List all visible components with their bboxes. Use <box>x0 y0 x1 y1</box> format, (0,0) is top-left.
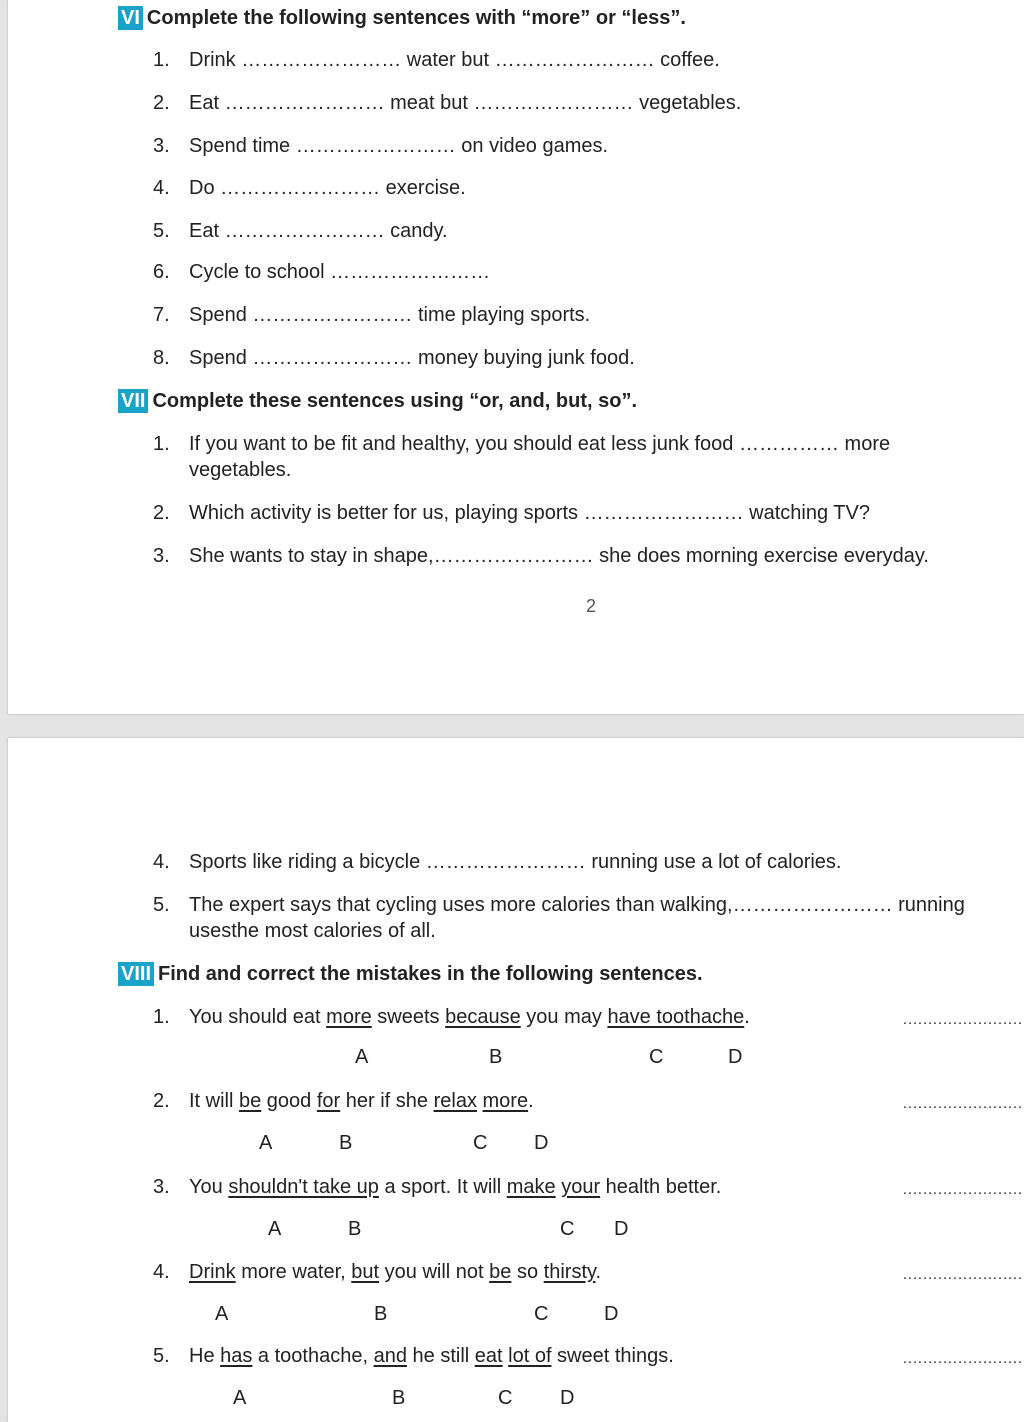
underlined-option-b: but <box>351 1261 380 1283</box>
answer-blank[interactable]: …………………… <box>902 1095 1022 1112</box>
underlined-option-ab: shouldn't take up <box>228 1176 379 1198</box>
underlined-option-c: make <box>506 1176 556 1198</box>
option-letter-c: C <box>534 1303 549 1325</box>
item-number: 3. <box>153 1176 170 1198</box>
option-letter-d: D <box>604 1303 619 1325</box>
item-text: Cycle to school …………………… <box>189 261 491 283</box>
option-letter-a: A <box>259 1132 273 1154</box>
section-6-heading <box>118 6 686 30</box>
item-text <box>189 1089 534 1113</box>
underlined-option-a: more <box>326 1006 372 1028</box>
item-text: Eat …………………… candy. <box>189 220 448 242</box>
page-number: 2 <box>586 596 597 616</box>
answer-blank[interactable]: …………………… <box>902 1011 1022 1028</box>
underlined-option-d: your <box>561 1176 601 1198</box>
option-letter-c: C <box>473 1132 488 1154</box>
text-segment: her if she <box>340 1090 434 1112</box>
item-number: 1. <box>153 1006 170 1028</box>
underlined-option-d: lot of <box>508 1345 552 1367</box>
section-6-title: Complete the following sentences with “more” or “less”. <box>146 7 686 29</box>
underlined-option-a: has <box>220 1345 253 1367</box>
text-segment: You should eat <box>189 1006 327 1028</box>
item-text: Spend time …………………… on video games. <box>189 135 609 157</box>
underlined-option-a: Drink <box>189 1261 236 1283</box>
underlined-option-b: because <box>445 1006 521 1028</box>
option-letter-b: B <box>339 1132 353 1154</box>
item-number: 1. <box>153 433 170 455</box>
underlined-option-b: and <box>373 1345 407 1367</box>
option-letter-c: C <box>560 1218 575 1240</box>
item-text <box>189 1005 750 1029</box>
text-segment: so <box>511 1261 544 1283</box>
item-text: The expert says that cycling uses more calories than walking,…………………… running <box>189 894 965 916</box>
underlined-option-c: relax <box>433 1090 477 1112</box>
item-text: Spend …………………… money buying junk food. <box>189 347 635 369</box>
section-8-badge: VIII <box>118 962 154 986</box>
answer-blank[interactable]: …………………… <box>902 1266 1022 1283</box>
section-7-title: Complete these sentences using “or, and, but, so”. <box>152 390 637 412</box>
item-number: 3. <box>153 135 170 157</box>
section-7-heading <box>118 389 637 413</box>
text-segment: a toothache, <box>252 1345 374 1367</box>
item-text: Eat …………………… meat but …………………… vegetables. <box>189 92 742 114</box>
item-number: 3. <box>153 545 170 567</box>
section-8-title: Find and correct the mistakes in the following sentences. <box>158 963 703 985</box>
answer-blank[interactable]: …………………… <box>902 1181 1022 1198</box>
item-number: 4. <box>153 1261 170 1283</box>
item-number: 4. <box>153 177 170 199</box>
option-letter-b: B <box>374 1303 388 1325</box>
item-number: 4. <box>153 851 170 873</box>
text-segment: He <box>189 1345 221 1367</box>
underlined-option-b: for <box>316 1090 341 1112</box>
text-segment: You <box>189 1176 229 1198</box>
underlined-option-d: more <box>482 1090 529 1112</box>
section-8-heading <box>118 962 703 986</box>
item-number: 5. <box>153 894 170 916</box>
item-text: If you want to be fit and healthy, you should eat less junk food …………… more <box>189 433 891 455</box>
option-letter-c: C <box>498 1387 513 1409</box>
underlined-option-c: eat <box>474 1345 503 1367</box>
item-text: Do …………………… exercise. <box>189 177 466 199</box>
item-text: Which activity is better for us, playing sports …………………… watching TV? <box>189 502 870 524</box>
underlined-option-c: be <box>489 1261 512 1283</box>
text-segment: good <box>261 1090 317 1112</box>
option-letter-d: D <box>560 1387 575 1409</box>
text-segment: It will <box>189 1090 239 1112</box>
item-number: 5. <box>153 1345 170 1367</box>
option-letter-a: A <box>233 1387 247 1409</box>
item-text: She wants to stay in shape,…………………… she does morning exercise everyday. <box>189 545 929 567</box>
underlined-option-d: thirsty <box>543 1261 596 1283</box>
text-segment: health better. <box>600 1176 722 1198</box>
item-text: usesthe most calories of all. <box>189 920 436 942</box>
underlined-option-a: be <box>239 1090 262 1112</box>
text-segment: you will not <box>379 1261 490 1283</box>
item-text <box>189 1175 721 1199</box>
item-text <box>189 1260 601 1284</box>
item-text: Spend …………………… time playing sports. <box>189 304 591 326</box>
item-text: Drink …………………… water but …………………… coffee. <box>189 49 720 71</box>
text-segment: you may <box>520 1006 608 1028</box>
option-letter-c: C <box>649 1046 664 1068</box>
worksheet-page-1 <box>8 0 1024 714</box>
option-letter-b: B <box>348 1218 362 1240</box>
item-number: 2. <box>153 92 170 114</box>
item-number: 5. <box>153 220 170 242</box>
option-letter-a: A <box>215 1303 229 1325</box>
text-segment: . <box>528 1090 534 1112</box>
text-segment: sweets <box>371 1006 446 1028</box>
option-letter-a: A <box>355 1046 369 1068</box>
text-segment: he still <box>406 1345 475 1367</box>
text-segment: sweet things. <box>551 1345 674 1367</box>
item-number: 2. <box>153 1090 170 1112</box>
text-segment: . <box>744 1006 750 1028</box>
underlined-option-cd: have toothache <box>607 1006 745 1028</box>
worksheet-page-2 <box>8 738 1024 1422</box>
item-number: 8. <box>153 347 170 369</box>
item-text: vegetables. <box>189 459 292 481</box>
answer-blank[interactable]: …………………… <box>902 1350 1022 1367</box>
item-number: 7. <box>153 304 170 326</box>
option-letter-b: B <box>392 1387 406 1409</box>
item-number: 1. <box>153 49 170 71</box>
option-letter-a: A <box>268 1218 282 1240</box>
text-segment: a sport. It will <box>378 1176 507 1198</box>
item-number: 2. <box>153 502 170 524</box>
option-letter-d: D <box>614 1218 629 1240</box>
item-number: 6. <box>153 261 170 283</box>
section-7-badge: VII <box>118 389 148 413</box>
option-letter-d: D <box>728 1046 743 1068</box>
item-text: Sports like riding a bicycle …………………… running use a lot of calories. <box>189 851 842 873</box>
text-segment: . <box>595 1261 602 1283</box>
option-letter-b: B <box>489 1046 503 1068</box>
section-6-badge: VI <box>118 6 143 30</box>
text-segment: more water, <box>235 1261 352 1283</box>
option-letter-d: D <box>534 1132 549 1154</box>
item-text <box>189 1344 674 1368</box>
